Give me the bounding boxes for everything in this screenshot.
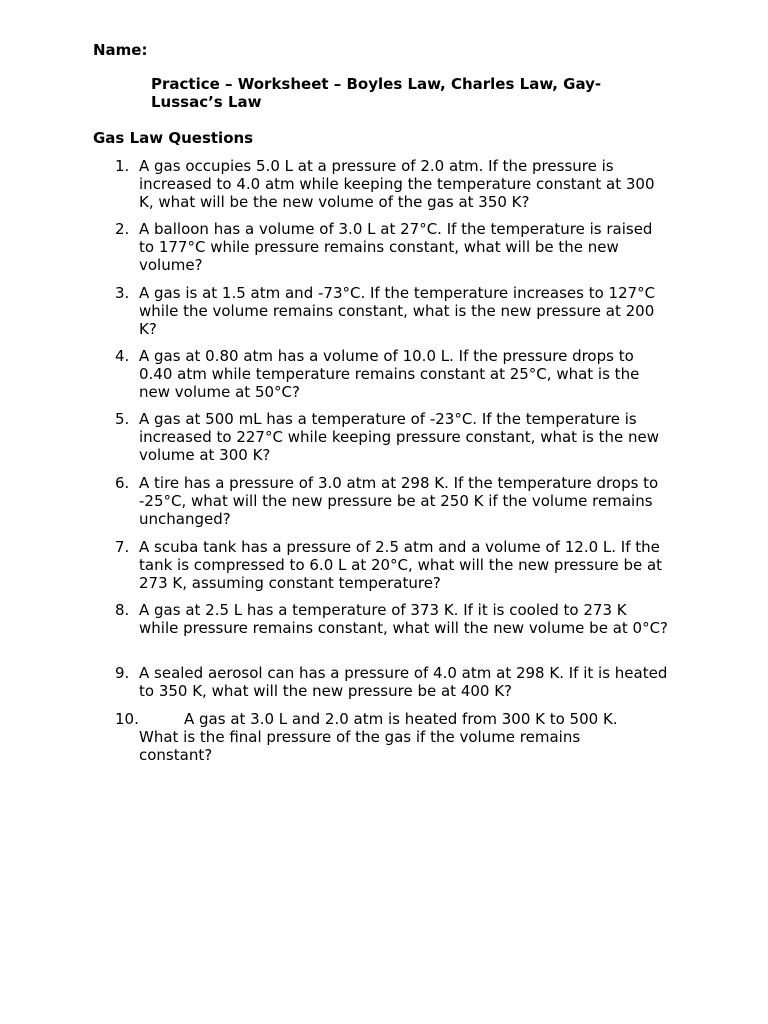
question-text: A balloon has a volume of 3.0 L at 27°C. If the temperature is raised to 177°C while pressure remains constant, what will be the new volume? bbox=[139, 220, 653, 274]
question-number: 10. bbox=[115, 710, 139, 728]
question-number: 3. bbox=[115, 284, 130, 302]
question-number: 6. bbox=[115, 474, 130, 492]
question-text: A scuba tank has a pressure of 2.5 atm and a volume of 12.0 L. If the tank is compressed to 6.0 L at 20°C, what will the new pressure be at 273 K, assuming constant temperature? bbox=[139, 538, 663, 592]
question-text: A gas at 0.80 atm has a volume of 10.0 L. If the pressure drops to 0.40 atm while temperature remains constant at 25°C, what is the new volume at 50°C? bbox=[139, 347, 640, 401]
question-text: A gas occupies 5.0 L at a pressure of 2.0 atm. If the pressure is increased to 4.0 atm while keeping the temperature constant at 300 K, what will be the new volume of the gas at 350 K? bbox=[139, 157, 655, 211]
question-text: A sealed aerosol can has a pressure of 4.0 atm at 298 K. If it is heated to 350 K, what will the new pressure be at 400 K? bbox=[139, 664, 668, 700]
section-heading: Gas Law Questions bbox=[93, 129, 254, 147]
question-text: A tire has a pressure of 3.0 atm at 298 K. If the temperature drops to -25°C, what will the new pressure be at 250 K if the volume remains unchanged? bbox=[139, 474, 659, 528]
name-label: Name: bbox=[93, 41, 148, 59]
question-number: 5. bbox=[115, 410, 130, 428]
question-number: 8. bbox=[115, 601, 130, 619]
question-number: 4. bbox=[115, 347, 130, 365]
question-text: A gas at 3.0 L and 2.0 atm is heated from 300 K to 500 K. What is the final pressure of the gas if the volume remains constant? bbox=[139, 710, 618, 764]
question-text: A gas at 500 mL has a temperature of -23°C. If the temperature is increased to 227°C while keeping pressure constant, what is the new volume at 300 K? bbox=[139, 410, 659, 464]
question-number: 7. bbox=[115, 538, 130, 556]
question-number: 1. bbox=[115, 157, 130, 175]
question-text: A gas at 2.5 L has a temperature of 373 K. If it is cooled to 273 K while pressure remains constant, what will the new volume be at 0°C? bbox=[139, 601, 669, 637]
question-number: 9. bbox=[115, 664, 130, 682]
question-number: 2. bbox=[115, 220, 130, 238]
question-text: A gas is at 1.5 atm and -73°C. If the temperature increases to 127°C while the volume remains constant, what is the new pressure at 200 K? bbox=[139, 284, 656, 338]
worksheet-title: Practice – Worksheet – Boyles Law, Charles Law, Gay-Lussac’s Law bbox=[151, 75, 602, 111]
